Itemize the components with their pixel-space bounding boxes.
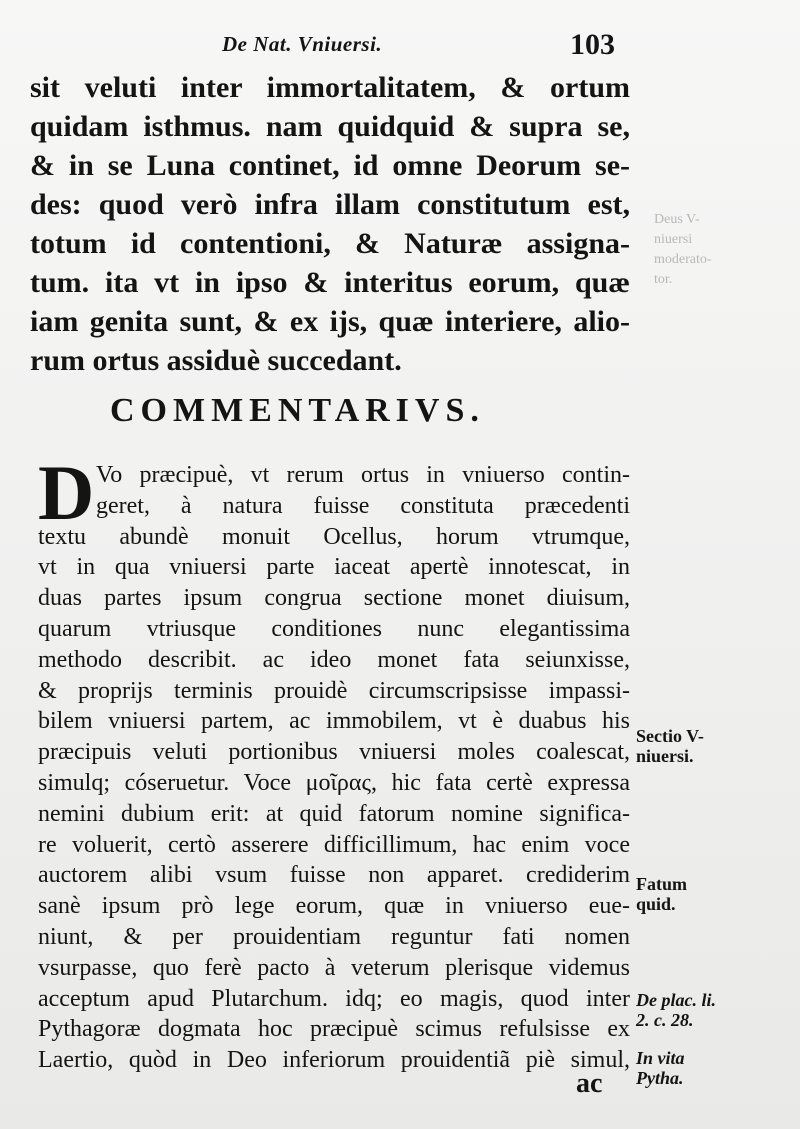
page-header (0, 28, 800, 68)
commentary-text (38, 449, 630, 1076)
commentary-line: Pythagoræ dogmata hoc præcipuè scimus refulsisse ex (38, 1016, 630, 1043)
commentary-line: auctorem alibi vsum fuisse non apparet. crediderim (38, 862, 630, 889)
verse-line: & in se Luna continet, id omne Deorum se- (30, 149, 630, 182)
commentary-line: nemini dubium erit: at quid fatorum nomine significa- (38, 800, 630, 827)
commentary-line: niunt, & per prouidentiam reguntur fati nomen (38, 923, 630, 950)
commentary-line: re voluerit, certò asserere difficillimum, hac enim voce (38, 831, 630, 858)
commentary-heading: COMMENTARIVS. (110, 392, 485, 429)
drop-cap: D (38, 449, 95, 536)
margin-note: De plac. li. (636, 990, 716, 1010)
margin-note: Sectio V- (636, 726, 704, 746)
running-head: De Nat. Vniuersi. (222, 32, 383, 56)
margin-note: quid. (636, 894, 676, 914)
commentary-line: vt in qua vniuersi parte iaceat apertè innotescat, in (38, 554, 630, 581)
verse-line: sit veluti inter immortalitatem, & ortum (30, 71, 630, 104)
bleed-through-text: Deus V- (654, 212, 700, 227)
verse-line: rum ortus assiduè succedant. (30, 344, 402, 377)
commentary-line: & proprijs terminis prouidè circumscripsisse impassi- (38, 677, 630, 704)
bleed-through-text: moderato- (654, 252, 712, 267)
commentary-line: præcipuis veluti portionibus vniuersi moles coalescat, (38, 739, 630, 766)
verse-text (30, 68, 630, 380)
commentary-line: methodo describit. ac ideo monet fata seiunxisse, (38, 646, 630, 673)
verse-line: des: quod verò infra illam constitutum est, (30, 188, 630, 221)
verse-line: quidam isthmus. nam quidquid & supra se, (30, 110, 630, 143)
margin-note: 2. c. 28. (636, 1010, 694, 1030)
commentary-line: Vo præcipuè, vt rerum ortus in vniuerso contin- (96, 462, 630, 488)
commentary-line: geret, à natura fuisse constituta præcedenti (96, 492, 630, 519)
page-number: 103 (570, 28, 615, 61)
verse-line: iam genita sunt, & ex ijs, quæ interiere, alio- (30, 305, 630, 338)
commentary-line: quarum vtriusque conditiones nunc elegantissima (38, 615, 630, 642)
margin-note: In vita (636, 1048, 685, 1068)
catchword: ac (576, 1068, 603, 1099)
commentary-line: Laertio, quòd in Deo inferiorum prouidentiã piè simul, (38, 1047, 630, 1074)
commentary-line: bilem vniuersi partem, ac immobilem, vt è duabus his (38, 708, 630, 735)
margin-note: niuersi. (636, 746, 694, 766)
bleed-through-text: niuersi (654, 232, 693, 247)
verse-line: totum id contentioni, & Naturæ assigna- (30, 227, 630, 260)
verse-line: tum. ita vt in ipso & interitus eorum, quæ (30, 266, 630, 299)
commentary-line: simulq; cóseruetur. Voce μοῖρας, hic fata certè expressa (38, 769, 630, 796)
margin-note: Fatum (636, 874, 687, 894)
commentary-line: sanè ipsum prò lege eorum, quæ in vniuerso eue- (38, 893, 630, 920)
commentary-line: acceptum apud Plutarchum. idq; eo magis, quod inter (38, 985, 630, 1012)
margin-note: Pytha. (636, 1068, 684, 1088)
commentary-line: duas partes ipsum congrua sectione monet diuisum, (38, 585, 630, 612)
bleed-through-text: tor. (654, 272, 673, 287)
commentary-line: vsurpasse, quo ferè pacto à veterum plerisque videmus (38, 954, 630, 981)
commentary-line: textu abundè monuit Ocellus, horum vtrumque, (38, 523, 630, 550)
